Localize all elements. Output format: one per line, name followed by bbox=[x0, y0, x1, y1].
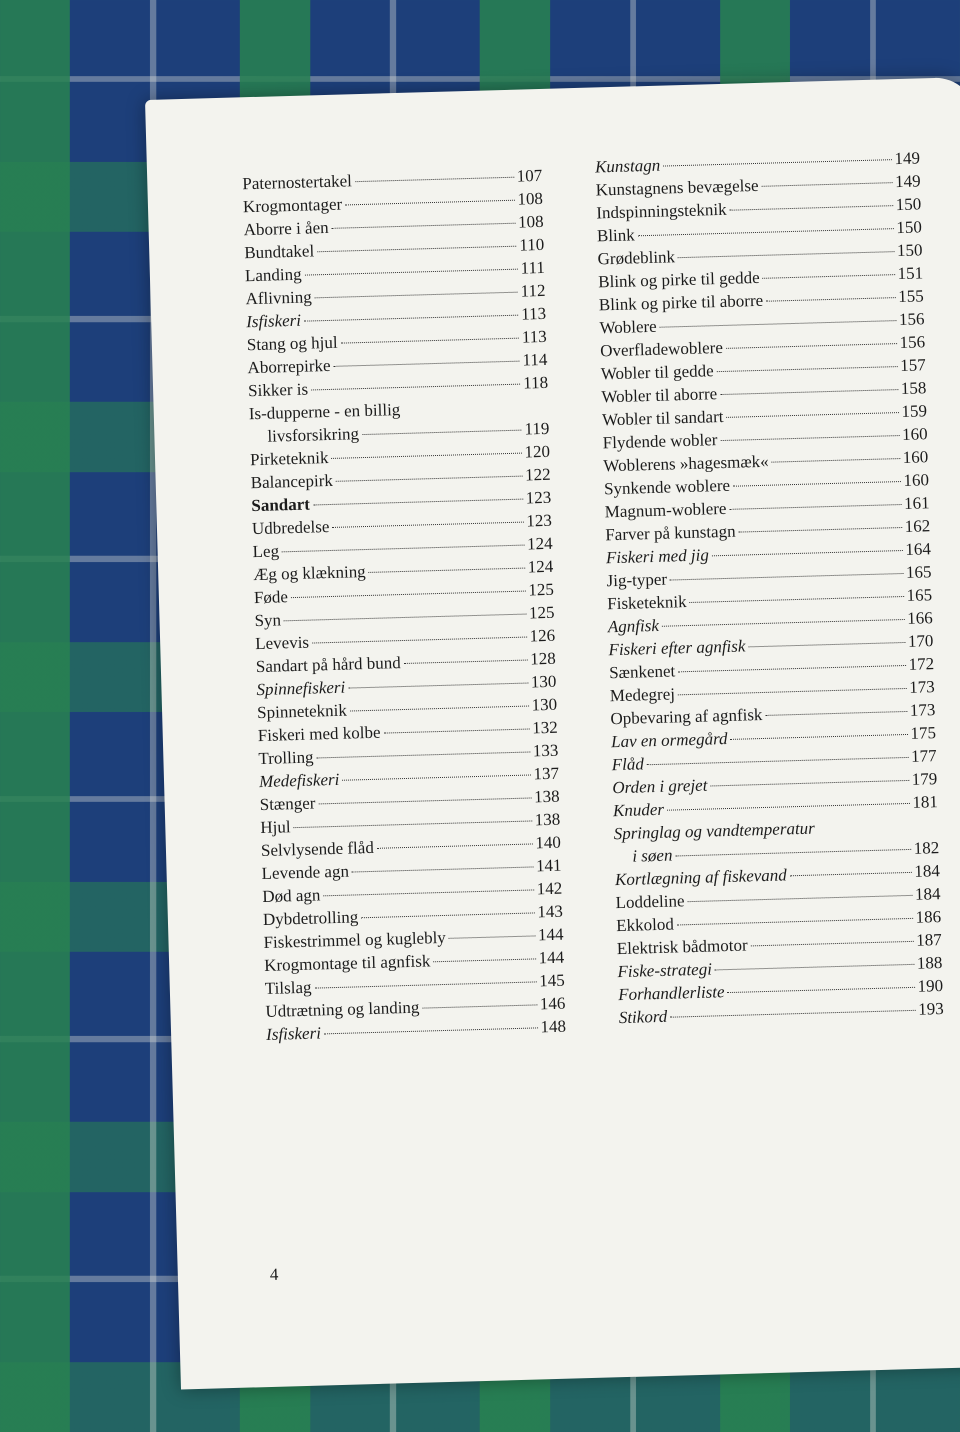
toc-entry-title: Leg bbox=[252, 541, 280, 562]
toc-entry-title: Krogmontager bbox=[242, 194, 343, 217]
dot-leader bbox=[331, 453, 521, 459]
toc-entry-page: 181 bbox=[912, 792, 939, 812]
toc-entry-page: 175 bbox=[910, 723, 937, 743]
toc-entry-title: Død agn bbox=[262, 885, 321, 907]
toc-entry-title: Føde bbox=[253, 587, 289, 608]
toc-entry-title: Udbredelse bbox=[251, 517, 330, 539]
toc-entry-title: Ekkolod bbox=[615, 914, 675, 936]
toc-entry-title: Orden i grejet bbox=[612, 775, 708, 798]
toc-entry-title-continued: i søen bbox=[632, 845, 673, 866]
dot-leader bbox=[670, 573, 903, 581]
toc-entry-page: 124 bbox=[526, 533, 553, 554]
toc-entry-title: Isfiskeri bbox=[245, 310, 302, 332]
toc-entry-page: 145 bbox=[538, 970, 566, 991]
toc-entry-page: 148 bbox=[540, 1016, 567, 1037]
dot-leader bbox=[790, 872, 912, 876]
dot-leader bbox=[361, 912, 534, 918]
dot-leader bbox=[422, 1004, 537, 1008]
toc-entry-title: Jig-typer bbox=[606, 569, 668, 591]
toc-entry-title: Woblerens »hagesmæk« bbox=[603, 451, 769, 476]
dot-leader bbox=[663, 159, 891, 166]
toc-entry-page: 107 bbox=[516, 165, 543, 186]
toc-entry-page: 125 bbox=[528, 579, 555, 600]
toc-entry-title: Paternostertakel bbox=[242, 171, 353, 194]
dot-leader bbox=[318, 797, 531, 804]
toc-entry-page: 160 bbox=[902, 447, 929, 467]
dot-leader bbox=[690, 596, 904, 603]
toc-entry-title: Trolling bbox=[258, 747, 314, 769]
toc-entry-page: 113 bbox=[520, 303, 547, 324]
toc-entry-page: 143 bbox=[537, 901, 564, 922]
toc-entry-page: 177 bbox=[910, 746, 937, 766]
dot-leader bbox=[332, 223, 515, 229]
toc-entry-page: 158 bbox=[900, 378, 927, 399]
dot-leader bbox=[433, 958, 535, 962]
toc-entry-title: Synkende woblere bbox=[603, 475, 731, 499]
toc-entry-title: Balancepirk bbox=[250, 470, 334, 493]
toc-entry-title: Stænger bbox=[259, 793, 316, 815]
toc-entry-page: 137 bbox=[533, 763, 560, 784]
dot-leader bbox=[688, 895, 913, 902]
dot-leader bbox=[449, 935, 535, 938]
toc-entry-title: Tilslag bbox=[264, 977, 312, 998]
dot-leader bbox=[751, 941, 914, 947]
toc-entry-title: Bundtakel bbox=[244, 241, 315, 263]
toc-entry-page: 144 bbox=[537, 924, 564, 945]
toc-entry-page: 124 bbox=[527, 556, 554, 577]
toc-entry-page: 123 bbox=[526, 510, 553, 531]
toc-entry-page: 186 bbox=[915, 907, 942, 927]
dot-leader bbox=[731, 734, 908, 740]
dot-leader bbox=[313, 499, 523, 506]
dot-leader bbox=[341, 338, 519, 344]
toc-entry-page: 120 bbox=[524, 441, 551, 462]
toc-entry-title: Isfiskeri bbox=[265, 1023, 322, 1044]
toc-entry-title: Knuder bbox=[612, 799, 665, 821]
dot-leader bbox=[332, 522, 523, 528]
toc-entry-page: 146 bbox=[539, 993, 566, 1014]
toc-entry-title: Krogmontage til agnfisk bbox=[263, 951, 431, 976]
toc-entry-title: Syn bbox=[254, 610, 282, 631]
dot-leader bbox=[667, 803, 909, 811]
toc-entry-page: 142 bbox=[536, 878, 563, 899]
toc-entry-page: 172 bbox=[908, 654, 935, 674]
toc-entry-page: 125 bbox=[528, 602, 555, 623]
toc-entry-page: 160 bbox=[901, 424, 928, 444]
toc-entry-page: 126 bbox=[529, 625, 556, 646]
toc-entry-page: 184 bbox=[914, 884, 941, 904]
toc-entry-page: 155 bbox=[898, 286, 925, 307]
toc-entry-page: 173 bbox=[909, 700, 936, 720]
toc-entry-title: Sikker is bbox=[247, 379, 309, 401]
dot-leader bbox=[730, 205, 893, 211]
toc-entry-page: 156 bbox=[898, 309, 925, 330]
toc-entry-page: 128 bbox=[529, 648, 557, 669]
toc-entry-page: 182 bbox=[913, 838, 940, 858]
toc-right-column bbox=[595, 146, 944, 1029]
toc-entry-title: Wobler til sandart bbox=[601, 406, 724, 430]
dot-leader bbox=[675, 849, 910, 857]
toc-entry-title: Fiskestrimmel og kuglebly bbox=[263, 927, 447, 953]
toc-entry-title: Landing bbox=[244, 264, 302, 286]
toc-entry-page: 166 bbox=[907, 608, 934, 628]
toc-entry-page: 190 bbox=[917, 976, 944, 996]
toc-entry-title: Blink bbox=[596, 225, 636, 246]
dot-leader bbox=[715, 964, 914, 971]
toc-entry-title: Medegrej bbox=[609, 684, 676, 706]
toc-entry-title: Medefiskeri bbox=[258, 769, 340, 792]
dot-leader bbox=[291, 591, 525, 599]
toc-entry-title: Fiske-strategi bbox=[617, 959, 713, 982]
toc-entry-title: Forhandlerliste bbox=[617, 982, 725, 1005]
toc-entry-title: Kortlægning af fiskevand bbox=[614, 865, 788, 890]
dot-leader bbox=[305, 269, 518, 276]
dot-leader bbox=[762, 182, 893, 187]
toc-entry-page: 150 bbox=[896, 240, 923, 261]
toc-entry-title: Pirketeknik bbox=[249, 448, 329, 470]
toc-entry bbox=[248, 394, 549, 448]
toc-entry-title: Sandart bbox=[251, 494, 311, 516]
toc-entry-page: 130 bbox=[531, 694, 558, 715]
page-number: 4 bbox=[269, 1264, 279, 1284]
toc-entry-page: 162 bbox=[904, 516, 931, 536]
dot-leader bbox=[728, 987, 915, 993]
dot-leader bbox=[350, 706, 529, 712]
toc-entry-title: Dybdetrolling bbox=[262, 907, 359, 930]
toc-entry-title: Wobler til aborre bbox=[601, 384, 718, 407]
toc-entry-title: Springlag og vandtemperatur bbox=[613, 818, 816, 844]
toc-entry-title: Loddeline bbox=[615, 891, 685, 913]
dot-leader bbox=[384, 729, 530, 734]
dot-leader bbox=[765, 711, 906, 716]
dot-leader bbox=[720, 435, 899, 441]
dot-leader bbox=[324, 1027, 538, 1034]
dot-leader bbox=[342, 774, 530, 780]
dot-leader bbox=[670, 1010, 915, 1018]
toc-entry-page: 122 bbox=[524, 464, 551, 485]
toc-entry-title: Sænkenet bbox=[608, 661, 676, 683]
toc-entry-page: 157 bbox=[899, 355, 926, 376]
toc-entry-page: 164 bbox=[905, 539, 932, 559]
toc-entry-page: 151 bbox=[897, 263, 924, 284]
toc-entry-title: Blink og pirke til gedde bbox=[597, 267, 760, 292]
toc-entry-page: 173 bbox=[908, 677, 935, 697]
dot-leader bbox=[660, 320, 896, 328]
toc-entry-page: 159 bbox=[901, 401, 928, 421]
dot-leader bbox=[726, 343, 897, 349]
toc-entry-title: Kunstagn bbox=[594, 155, 661, 177]
dot-leader bbox=[729, 504, 901, 510]
toc-entry-page: 111 bbox=[520, 257, 546, 278]
toc-entry-page: 138 bbox=[534, 809, 561, 830]
toc-entry-title: Blink og pirke til aborre bbox=[598, 290, 764, 315]
dot-leader bbox=[315, 292, 518, 299]
toc-entry-title: Hjul bbox=[260, 817, 291, 838]
toc-entry-page: 160 bbox=[903, 470, 930, 490]
dot-leader bbox=[304, 315, 518, 322]
dot-leader bbox=[284, 614, 526, 622]
dot-leader bbox=[712, 550, 903, 556]
book-page bbox=[145, 77, 960, 1390]
toc-entry-page: 193 bbox=[917, 999, 944, 1019]
toc-entry-page: 133 bbox=[532, 740, 559, 761]
dot-leader bbox=[369, 568, 525, 573]
toc-entry-page: 132 bbox=[531, 717, 558, 738]
toc-entry-page: 149 bbox=[894, 171, 921, 192]
toc-left-column bbox=[242, 164, 566, 1046]
toc-entry-page: 187 bbox=[915, 930, 943, 950]
toc-entry-title: Selvlysende flåd bbox=[260, 837, 375, 861]
toc-entry-page: 156 bbox=[899, 332, 926, 353]
toc-entry-title: Overfladewoblere bbox=[599, 337, 724, 361]
toc-entry-title: Magnum-woblere bbox=[604, 498, 727, 522]
toc-entry-title: Spinneteknik bbox=[256, 700, 348, 723]
toc-entry-page: 165 bbox=[905, 562, 932, 582]
toc-entry-page: 112 bbox=[520, 280, 546, 301]
dot-leader bbox=[662, 619, 904, 627]
dot-leader bbox=[720, 389, 898, 395]
toc-entry-title: Flåd bbox=[611, 754, 645, 775]
dot-leader bbox=[294, 820, 532, 828]
toc-entry-title: Grødeblink bbox=[597, 247, 676, 269]
dot-leader bbox=[733, 481, 900, 487]
dot-leader bbox=[677, 918, 913, 926]
toc-entry-title: Æg og klækning bbox=[253, 562, 366, 585]
dot-leader bbox=[345, 200, 514, 206]
toc-entry-page: 144 bbox=[538, 947, 565, 968]
toc-entry-title: Stang og hjul bbox=[246, 332, 338, 355]
dot-leader bbox=[748, 642, 905, 647]
toc-entry-title: Flydende wobler bbox=[602, 430, 718, 453]
dot-leader bbox=[726, 412, 898, 418]
toc-entry-page: 184 bbox=[914, 861, 941, 881]
toc-entry-page: 118 bbox=[522, 372, 549, 393]
toc-entry-title: Farver på kunstagn bbox=[605, 521, 736, 545]
toc-entry-page: 179 bbox=[911, 769, 938, 789]
dot-leader bbox=[710, 780, 908, 787]
dot-leader bbox=[282, 545, 524, 553]
toc-entry-title: Aflivning bbox=[245, 287, 312, 309]
toc-entry-title: Spinnefiskeri bbox=[256, 677, 346, 700]
toc-entry-title: Kunstagnens bevægelse bbox=[595, 175, 759, 200]
dot-leader bbox=[739, 527, 902, 533]
toc-entry-title: Is-dupperne - en billig bbox=[248, 399, 401, 424]
toc-entry-page: 170 bbox=[907, 631, 934, 651]
toc-entry-title: Wobler til gedde bbox=[600, 361, 714, 384]
toc-entry-title: Fiskeri med jig bbox=[605, 545, 710, 568]
toc-entry-page: 161 bbox=[903, 493, 930, 513]
dot-leader bbox=[352, 866, 533, 872]
dot-leader bbox=[348, 683, 528, 689]
toc-entry-page: 165 bbox=[906, 585, 933, 605]
toc-entry-page: 150 bbox=[896, 217, 923, 238]
dot-leader bbox=[766, 297, 895, 302]
toc-entry-title: Stikord bbox=[618, 1006, 668, 1028]
toc-entry-title: Levende agn bbox=[261, 861, 350, 884]
dot-leader bbox=[647, 757, 908, 765]
toc-entry-page: 188 bbox=[916, 953, 943, 973]
toc-entry-page: 113 bbox=[521, 326, 548, 347]
dot-leader bbox=[334, 361, 520, 367]
toc-entry-page: 119 bbox=[524, 418, 550, 439]
toc-entry-title: Elektrisk bådmotor bbox=[616, 935, 748, 959]
dot-leader bbox=[317, 246, 516, 253]
toc-entry-page: 130 bbox=[530, 671, 557, 692]
toc-entry-page: 141 bbox=[535, 855, 562, 876]
dot-leader bbox=[314, 981, 536, 988]
dot-leader bbox=[404, 660, 528, 664]
toc-entry-title: Aborre i åen bbox=[243, 217, 329, 240]
toc-entry-title: Levevis bbox=[254, 632, 310, 654]
dot-leader bbox=[377, 843, 533, 848]
toc-entry-title: Fisketeknik bbox=[606, 592, 687, 614]
dot-leader bbox=[678, 251, 894, 258]
toc-entry-title: Sandart på hård bund bbox=[255, 653, 402, 677]
dot-leader bbox=[323, 889, 533, 896]
toc-entry-title: Aborrepirke bbox=[247, 355, 331, 378]
toc-entry-title: Fiskeri efter agnfisk bbox=[608, 636, 746, 660]
toc-entry-title: Lav en ormegård bbox=[610, 728, 728, 752]
dot-leader bbox=[355, 177, 514, 182]
toc-entry-title-continued: livsforsikring bbox=[267, 424, 360, 446]
dot-leader bbox=[362, 430, 521, 435]
dot-leader bbox=[312, 637, 527, 644]
dot-leader bbox=[678, 665, 905, 672]
toc-entry-page: 150 bbox=[895, 194, 922, 215]
dot-leader bbox=[678, 688, 906, 695]
toc-entry-page: 114 bbox=[522, 349, 548, 370]
dot-leader bbox=[717, 366, 898, 372]
toc-entry-title: Woblere bbox=[599, 316, 657, 338]
toc-entry-page: 149 bbox=[894, 148, 921, 169]
toc-entry-title: Fiskeri med kolbe bbox=[257, 722, 381, 746]
dot-leader bbox=[772, 458, 900, 463]
toc-entry-page: 140 bbox=[535, 832, 562, 853]
dot-leader bbox=[311, 384, 520, 391]
toc-entry-page: 123 bbox=[525, 487, 552, 508]
dot-leader bbox=[336, 476, 522, 482]
toc-entry-title: Opbevaring af agnfisk bbox=[610, 705, 763, 729]
toc-entry-title: Udtrætning og landing bbox=[265, 997, 420, 1021]
toc-entry-page: 108 bbox=[517, 211, 544, 232]
dot-leader bbox=[763, 274, 895, 279]
toc-entry-page: 108 bbox=[517, 188, 544, 209]
dot-leader bbox=[317, 752, 530, 759]
toc-entry-page: 138 bbox=[533, 786, 560, 807]
dot-leader bbox=[638, 228, 894, 236]
toc-entry-title: Agnfisk bbox=[607, 615, 660, 637]
toc-entry-page: 110 bbox=[519, 234, 545, 255]
toc-entry-title: Indspinningsteknik bbox=[596, 199, 727, 223]
